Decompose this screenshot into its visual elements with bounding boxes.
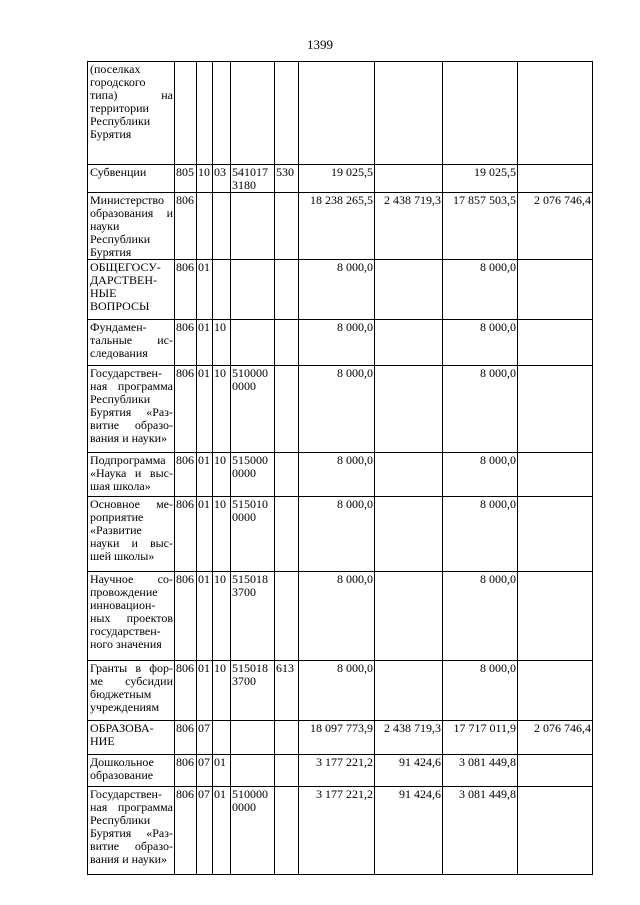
total-amount: 3 177 221,2 bbox=[299, 755, 375, 787]
table-row bbox=[88, 62, 593, 165]
total-amount: 8 000,0 bbox=[299, 260, 375, 320]
republic-amount: 19 025,5 bbox=[443, 165, 518, 193]
federal-amount: 2 438 719,3 bbox=[375, 721, 443, 755]
table-row bbox=[88, 260, 593, 320]
row-name: ОБЩЕГОСУ-ДАРСТВЕН-НЫЕ ВОПРОСЫ bbox=[88, 260, 175, 320]
total-amount: 18 097 773,9 bbox=[299, 721, 375, 755]
subsection-code bbox=[213, 193, 231, 260]
budget-table bbox=[87, 61, 593, 875]
total-amount: 18 238 265,5 bbox=[299, 193, 375, 260]
total-amount: 8 000,0 bbox=[299, 366, 375, 453]
republic-amount: 8 000,0 bbox=[443, 260, 518, 320]
expense-type-code bbox=[275, 787, 299, 875]
republic-amount: 8 000,0 bbox=[443, 661, 518, 721]
ved-code: 805 bbox=[175, 165, 197, 193]
republic-amount: 3 081 449,8 bbox=[443, 755, 518, 787]
republic-amount: 8 000,0 bbox=[443, 572, 518, 661]
total-amount: 8 000,0 bbox=[299, 661, 375, 721]
ved-code: 806 bbox=[175, 320, 197, 366]
republic-amount: 3 081 449,8 bbox=[443, 787, 518, 875]
ved-code: 806 bbox=[175, 453, 197, 497]
target-article-code: 5150183700 bbox=[231, 661, 275, 721]
federal-amount: 91 424,6 bbox=[375, 787, 443, 875]
federal-amount bbox=[375, 453, 443, 497]
republic-amount: 8 000,0 bbox=[443, 453, 518, 497]
federal-amount bbox=[375, 661, 443, 721]
expense-type-code bbox=[275, 193, 299, 260]
section-code: 10 bbox=[197, 165, 213, 193]
subsection-code bbox=[213, 260, 231, 320]
row-name: Государствен-ная программа Республики Бурятия «Раз-витие образо-вания и науки» bbox=[88, 366, 175, 453]
table-row bbox=[88, 497, 593, 572]
total-amount bbox=[299, 62, 375, 165]
ved-code: 806 bbox=[175, 572, 197, 661]
target-article-code bbox=[231, 755, 275, 787]
other-amount bbox=[518, 755, 593, 787]
table-row bbox=[88, 787, 593, 875]
subsection-code: 10 bbox=[213, 661, 231, 721]
expense-type-code bbox=[275, 572, 299, 661]
ved-code: 806 bbox=[175, 497, 197, 572]
page-number: 1399 bbox=[307, 37, 333, 52]
total-amount: 8 000,0 bbox=[299, 572, 375, 661]
subsection-code: 03 bbox=[213, 165, 231, 193]
ved-code: 806 bbox=[175, 661, 197, 721]
other-amount: 2 076 746,4 bbox=[518, 721, 593, 755]
section-code: 01 bbox=[197, 497, 213, 572]
row-name: Основное ме-роприятие «Развитие науки и выс-шей школы» bbox=[88, 497, 175, 572]
table-row bbox=[88, 453, 593, 497]
target-article-code: 5100000000 bbox=[231, 787, 275, 875]
target-article-code: 5150183700 bbox=[231, 572, 275, 661]
other-amount bbox=[518, 62, 593, 165]
expense-type-code bbox=[275, 366, 299, 453]
section-code: 01 bbox=[197, 572, 213, 661]
other-amount bbox=[518, 453, 593, 497]
federal-amount: 91 424,6 bbox=[375, 755, 443, 787]
republic-amount: 8 000,0 bbox=[443, 366, 518, 453]
target-article-code: 5150100000 bbox=[231, 497, 275, 572]
table-row bbox=[88, 572, 593, 661]
ved-code: 806 bbox=[175, 366, 197, 453]
ved-code: 806 bbox=[175, 721, 197, 755]
subsection-code: 10 bbox=[213, 320, 231, 366]
total-amount: 8 000,0 bbox=[299, 497, 375, 572]
ved-code: 806 bbox=[175, 755, 197, 787]
subsection-code: 01 bbox=[213, 755, 231, 787]
expense-type-code bbox=[275, 62, 299, 165]
table-row bbox=[88, 721, 593, 755]
row-name: Фундамен-тальные ис-следования bbox=[88, 320, 175, 366]
expense-type-code bbox=[275, 755, 299, 787]
row-name: Субвенции bbox=[88, 165, 175, 193]
expense-type-code: 530 bbox=[275, 165, 299, 193]
table-row bbox=[88, 366, 593, 453]
subsection-code bbox=[213, 62, 231, 165]
section-code: 07 bbox=[197, 755, 213, 787]
expense-type-code: 613 bbox=[275, 661, 299, 721]
total-amount: 8 000,0 bbox=[299, 453, 375, 497]
other-amount bbox=[518, 497, 593, 572]
target-article-code: 5410173180 bbox=[231, 165, 275, 193]
ved-code: 806 bbox=[175, 787, 197, 875]
other-amount bbox=[518, 260, 593, 320]
subsection-code: 10 bbox=[213, 453, 231, 497]
federal-amount bbox=[375, 320, 443, 366]
row-name: Дошкольное образование bbox=[88, 755, 175, 787]
republic-amount: 17 857 503,5 bbox=[443, 193, 518, 260]
table-row bbox=[88, 755, 593, 787]
subsection-code: 01 bbox=[213, 787, 231, 875]
target-article-code bbox=[231, 320, 275, 366]
target-article-code bbox=[231, 62, 275, 165]
federal-amount bbox=[375, 260, 443, 320]
table-body bbox=[88, 62, 593, 875]
other-amount bbox=[518, 320, 593, 366]
target-article-code bbox=[231, 721, 275, 755]
other-amount bbox=[518, 787, 593, 875]
row-name: ОБРАЗОВА-НИЕ bbox=[88, 721, 175, 755]
section-code: 01 bbox=[197, 320, 213, 366]
total-amount: 3 177 221,2 bbox=[299, 787, 375, 875]
total-amount: 19 025,5 bbox=[299, 165, 375, 193]
target-article-code: 5150000000 bbox=[231, 453, 275, 497]
expense-type-code bbox=[275, 721, 299, 755]
republic-amount: 8 000,0 bbox=[443, 497, 518, 572]
other-amount bbox=[518, 572, 593, 661]
subsection-code: 10 bbox=[213, 497, 231, 572]
republic-amount bbox=[443, 62, 518, 165]
other-amount bbox=[518, 165, 593, 193]
row-name: Подпрограмма «Наука и выс-шая школа» bbox=[88, 453, 175, 497]
target-article-code: 5100000000 bbox=[231, 366, 275, 453]
section-code: 07 bbox=[197, 721, 213, 755]
other-amount bbox=[518, 366, 593, 453]
federal-amount bbox=[375, 366, 443, 453]
table-row bbox=[88, 193, 593, 260]
expense-type-code bbox=[275, 453, 299, 497]
table-row bbox=[88, 165, 593, 193]
row-name: (поселках городского типа) на территории Республики Бурятия bbox=[88, 62, 175, 165]
republic-amount: 8 000,0 bbox=[443, 320, 518, 366]
federal-amount bbox=[375, 62, 443, 165]
section-code: 01 bbox=[197, 453, 213, 497]
total-amount: 8 000,0 bbox=[299, 320, 375, 366]
expense-type-code bbox=[275, 260, 299, 320]
table-row bbox=[88, 661, 593, 721]
row-name: Государствен-ная программа Республики Бурятия «Раз-витие образо-вания и науки» bbox=[88, 787, 175, 875]
expense-type-code bbox=[275, 320, 299, 366]
row-name: Министерство образования и науки Республики Бурятия bbox=[88, 193, 175, 260]
republic-amount: 17 717 011,9 bbox=[443, 721, 518, 755]
row-name: Научное со-провождение инновацион-ных проектов государствен-ного значения bbox=[88, 572, 175, 661]
subsection-code: 10 bbox=[213, 572, 231, 661]
target-article-code bbox=[231, 260, 275, 320]
section-code: 01 bbox=[197, 366, 213, 453]
federal-amount bbox=[375, 165, 443, 193]
other-amount: 2 076 746,4 bbox=[518, 193, 593, 260]
target-article-code bbox=[231, 193, 275, 260]
ved-code: 806 bbox=[175, 193, 197, 260]
section-code: 07 bbox=[197, 787, 213, 875]
ved-code: 806 bbox=[175, 260, 197, 320]
other-amount bbox=[518, 661, 593, 721]
row-name: Гранты в фор-ме субсидии бюджетным учреждениям bbox=[88, 661, 175, 721]
subsection-code bbox=[213, 721, 231, 755]
section-code bbox=[197, 62, 213, 165]
expense-type-code bbox=[275, 497, 299, 572]
ved-code bbox=[175, 62, 197, 165]
federal-amount bbox=[375, 572, 443, 661]
federal-amount bbox=[375, 497, 443, 572]
federal-amount: 2 438 719,3 bbox=[375, 193, 443, 260]
section-code: 01 bbox=[197, 661, 213, 721]
table-row bbox=[88, 320, 593, 366]
section-code bbox=[197, 193, 213, 260]
section-code: 01 bbox=[197, 260, 213, 320]
subsection-code: 10 bbox=[213, 366, 231, 453]
